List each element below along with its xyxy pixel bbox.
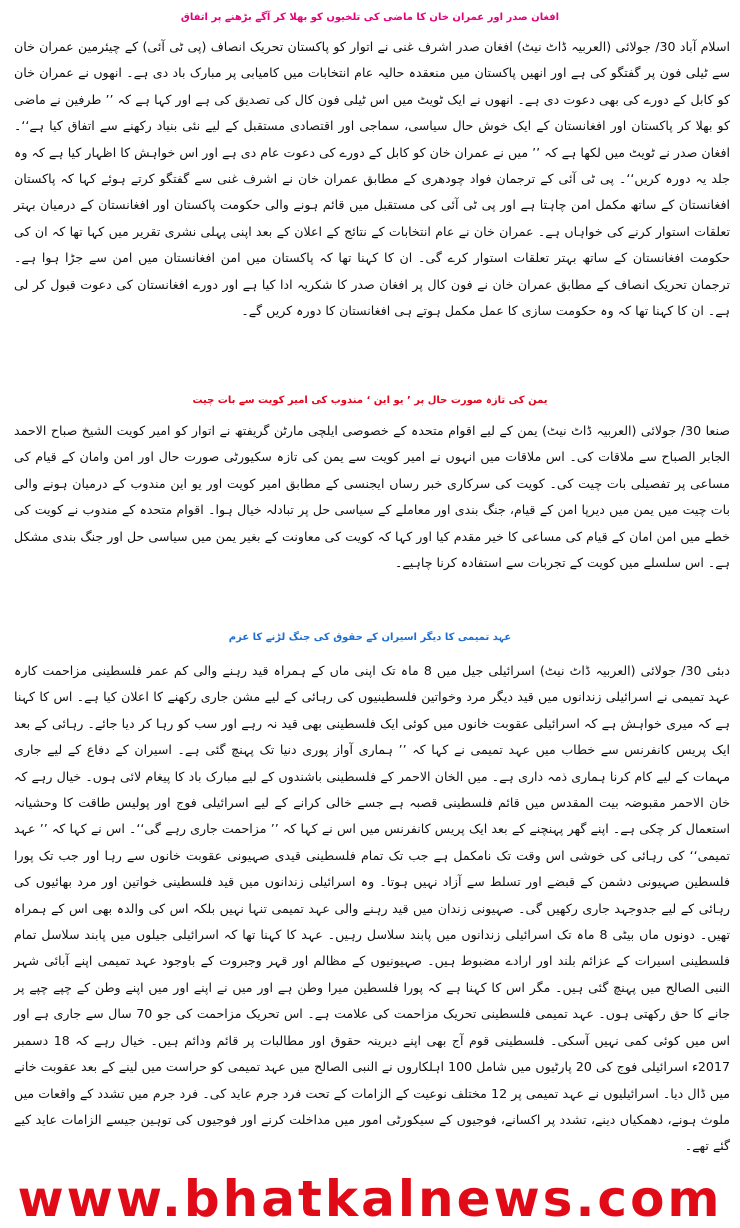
article-afghan-imran: [0, 4, 740, 362]
article-headline: یمن کی تازہ صورت حال پر ’ یو این ‘ مندوب کی امیر کویت سے بات چیت: [192, 395, 548, 406]
article-headline: عہد تمیمی کا دیگر اسیران کے حقوق کی جنگ لڑنے کا عزم: [228, 632, 512, 643]
site-url-footer: www.bhatkalnews.com: [17, 1170, 723, 1228]
article-ahed-tamimi: [0, 622, 740, 1162]
article-body: اسلام آباد 30/ جولائی (العربیہ ڈاٹ نیٹ) افغان صدر اشرف غنی نے اتوار کو پاکستان تحریک انصاف (پی ٹی آئی) کے چیئرمین عمران خان سے ٹیلی فون پر گفتگو کی ہے اور انھیں پاکستان میں منعقدہ حالیہ عام انتخابات میں کامیابی پر مبارک باد دی ہے۔ انھوں نے عمران خان کو کابل کے دورے کی بھی دعوت دی ہے۔ انھوں نے ایک ٹویٹ میں اس ٹیلی فون کال کی تصدیق کی ہے اور کہا ہے کہ ’’ طرفین نے ماضی کو بھلا کر پاکستان اور افغانستان کے ایک خوش حال سیاسی، سماجی اور اقتصادی مستقبل کے لیے نئی بنیاد رکھنے سے اتفاق کیا ہے‘‘۔ افغان صدر نے ٹویٹ میں لکھا ہے کہ ’’ میں نے عمران خان کو کابل کے دورے کی دعوت عام دی ہے اور اس خواہش کا اظہار کیا ہے کہ وہ جلد یہ دورہ کریں‘‘۔ پی ٹی آئی کے ترجمان فواد چودھری کے مطابق عمران خان نے اشرف غنی سے گفتگو کرتے ہوئے کہا کہ پاکستان افغانستان کے ساتھ مکمل امن چاہتا ہے اور پی ٹی آئی کی مستقبل میں قائم ہونے والی حکومت پاکستان اور افغانستان کے درمیان بہتر تعلقات استوار کرنے کی خواہاں ہے۔ عمران خان نے عام انتخابات کے نتائج کے اعلان کے بعد اپنی پہلی نشری تقریر میں کہا تھا کہ ان کی حکومت افغانستان کے ساتھ بہتر تعلقات استوار کرے گی۔ ان کا کہنا تھا کہ پاکستان میں امن افغانستان میں امن سے جڑا ہوا ہے۔ ترجمان تحریک انصاف کے مطابق عمران خان نے فون کال پر افغان صدر کا شکریہ ادا کیا ہے اور دورے افغانستان کی دعوت قبول کر لی ہے۔ ان کا کہنا تھا کہ وہ حکومت سازی کا عمل مکمل ہوتے ہی افغانستان کا دورہ کریں گے۔: [14, 39, 730, 319]
article-headline: افغان صدر اور عمران خان کا ماضی کی تلخیوں کو بھلا کر آگے بڑھنے پر اتفاق: [180, 12, 560, 23]
article-body: صنعا 30/ جولائی (العربیہ ڈاٹ نیٹ) یمن کے لیے اقوام متحدہ کے خصوصی ایلچی مارٹن گریفتھ نے اتوار کو امیر کویت الشیخ صباح الاحمد الجابر الصباح سے ملاقات کی۔ اس ملاقات میں انہوں نے امیر کویت سے یمن کی تازہ سکیورٹی صورت حال اور امن وامان کے قیام کی مساعی پر تفصیلی بات چیت کی۔ کویت کی سرکاری خبر رساں ایجنسی کے مطابق امیر کویت اور یو این مندوب کے درمیان ہونے والی بات چیت میں یمن میں دیرپا امن کے قیام، جنگ بندی اور معاملے کے سیاسی حل پر تبادلہ خیال ہوا۔ اقوام متحدہ کے مندوب نے کویت کی خطے میں امن امان کے قیام کی مساعی کا خیر مقدم کیا اور کہا کہ کویت کی معاونت کے بغیر یمن میں سیاسی حل اور جنگ بندی مشکل ہے۔ اس سلسلے میں کویت کے تجربات سے استفادہ کرنا چاہیے۔: [14, 423, 730, 571]
article-yemen-un: [0, 384, 740, 604]
article-body: دبئی 30/ جولائی (العربیہ ڈاٹ نیٹ) اسرائیلی جیل میں 8 ماہ تک اپنی ماں کے ہمراہ قید رہنے والی کم عمر فلسطینی مزاحمت کارہ عہد تمیمی نے اسرائیلی زندانوں میں قید دیگر مرد وخواتین فلسطینیوں کی رہائی کے لیے مشن جاری رکھنے کا اعلان کیا ہے۔ اس کا کہنا ہے کہ میری خواہش ہے کہ اسرائیلی عقوبت خانوں میں کوئی ایک فلسطینی بھی قید نہ رہے اور سب کو رہا کر دیا جائے۔ رہائی کے بعد ایک پریس کانفرنس سے خطاب میں عہد تمیمی نے کہا کہ ’’ ہماری آواز پوری دنیا تک پہنچ گئی ہے۔ اسیران کے دفاع کے لیے جاری مہمات کے لیے کام کرنا ہماری ذمہ داری ہے۔ میں الخان الاحمر کے فلسطینی باشندوں کے لیے مبارک باد کا پیغام لائی ہوں۔ خیال رہے کہ خان الاحمر مقبوضہ بیت المقدس میں قائم فلسطینی قصبہ ہے جسے خالی کرانے کے لیے اسرائیلی فوج اور پولیس طاقت کا وحشیانہ استعمال کر چکی ہے۔ اپنے گھر پہنچنے کے بعد ایک پریس کانفرنس میں اس نے کہا کہ ’’ مزاحمت جاری رہے گی‘‘۔ اس نے کہا کہ ’’ عہد تمیمی‘‘ کی رہائی کی خوشی اس وقت تک نامکمل ہے جب تک تمام فلسطینی قیدی صہیونی عقوبت خانوں سے رہا اور جب تک پورا فلسطین صہیونی دشمن کے قبضے اور تسلط سے آزاد نہیں ہوتا۔ وہ اسرائیلی زندانوں میں قید فلسطینی خواتین اور مرد بھائیوں کی رہائی کے لیے جدوجہد جاری رکھیں گی۔ صہیونی زندان میں قید رہنے والی عہد تمیمی تنہا نہیں بلکہ اس کی والدہ بھی اس کے ہمراہ تھیں۔ دونوں ماں بیٹی 8 ماہ تک اسرائیلی زندانوں میں پابند سلاسل رہیں۔ عہد کا کہنا تھا کہ اسرائیلی جیلوں میں پابند سلاسل تمام فلسطینی اسیرات کے عزائم بلند اور ارادے مضبوط ہیں۔ صہیونیوں کے مظالم اور قہر وجبروت کے باوجود عہد تمیمی اپنے آبائی شہر النبی الصالح میں پہنچ گئی ہیں۔ مگر اس کا کہنا ہے کہ پورا فلسطین میرا وطن ہے اور میں نے اپنے اور میں اپنے وطن کے چپے چپے پر جانے کا حق رکھتی ہوں۔ عہد تمیمی فلسطینی تحریک مزاحمت کی علامت ہے۔ اس تحریک مزاحمت کی جو 70 سال سے جاری ہے اور اس میں کوئی کمی نہیں آسکی۔ فلسطینی قوم آج بھی اپنے دیرینہ حقوق اور مطالبات پر قائم ودائم ہیں۔ خیال رہے کہ 18 دسمبر 2017ء اسرائیلی فوج کی 20 پارٹیوں میں شامل 100 اہلکاروں نے النبی الصالح میں عہد تمیمی کو حراست میں لینے کے بعد عقوبت خانے میں ڈال دیا۔ اسرائیلیوں نے عہد تمیمی پر 12 مختلف نوعیت کے الزامات کے تحت فرد جرم عاید کی۔ فرد جرم میں تشدد کے واقعات میں ملوث ہونے، دھمکیاں دینے، تشدد پر اکسانے، فوجیوں کے سیکورٹی امور میں مداخلت کرنے اور فوجیوں کی توہین جیسے الزامات عاید کیے گئے تھے۔: [14, 663, 730, 1154]
